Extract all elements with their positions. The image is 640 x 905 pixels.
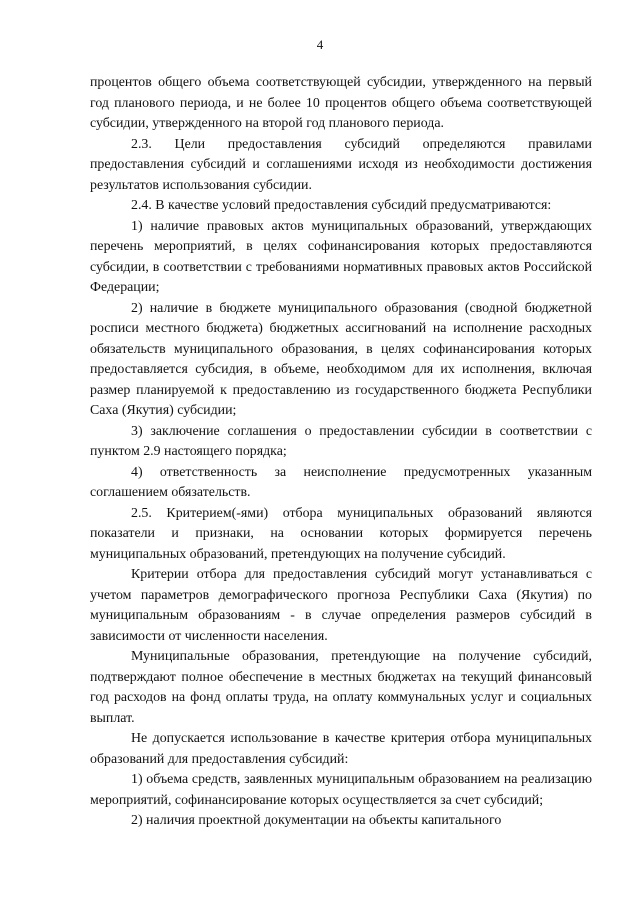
list-item-prohibited-1: 1) объема средств, заявленных муниципальным образованием на реализацию мероприятий, софинансирование которых осуществляется за счет субсидий; (90, 772, 592, 808)
list-item-condition-1: 1) наличие правовых актов муниципальных образований, утверждающих перечень мероприятий, в целях софинансирования которых предоставляются субсидии, в соответствии с требованиями нормативных правовых актов Российской Федерации; (90, 218, 592, 295)
list-item-condition-3: 3) заключение соглашения о предоставлении субсидии в соответствии с пунктом 2.9 настоящего порядка; (90, 423, 592, 459)
page-number: 4 (316, 37, 324, 52)
paragraph-2-3-goals: 2.3. Цели предоставления субсидий определяются правилами предоставления субсидий и соглашениями исходя из необходимости достижения результатов использования субсидии. (90, 136, 592, 193)
paragraph-prohibited-criteria: Не допускается использование в качестве критерия отбора муниципальных образований для предоставления субсидий: (90, 731, 592, 767)
paragraph-2-5-criteria: 2.5. Критерием(-ями) отбора муниципальных образований являются показатели и признаки, на основании которых формируется перечень муниципальных образований, претендующих на получение субсидий. (90, 505, 592, 562)
document-body (90, 73, 592, 832)
list-item-prohibited-2: 2) наличия проектной документации на объекты капитального (131, 813, 502, 828)
paragraph-subsidy-percent-continuation: процентов общего объема соответствующей субсидии, утвержденного на первый год планового периода, и не более 10 процентов общего объема соответствующей субсидии, утвержденного на второй год планового периода. (90, 75, 592, 131)
paragraph-2-4-conditions: 2.4. В качестве условий предоставления субсидий предусматриваются: (131, 198, 552, 213)
paragraph-demographic-criteria: Критерии отбора для предоставления субсидий могут устанавливаться с учетом параметров демографического прогноза Республики Саха (Якутия) по муниципальным образованиям - в случае определения размеров субсидий в зависимости от численности населения. (90, 567, 592, 644)
list-item-condition-2: 2) наличие в бюджете муниципального образования (сводной бюджетной росписи местного бюджета) бюджетных ассигнований на исполнение расходных обязательств муниципального образования, в целях софинансирования которых предоставляется субсидия, в объеме, необходимом для их исполнения, включая размер планируемой к предоставлению из государственного бюджета Республики Саха (Якутия) субсидии; (90, 300, 592, 418)
paragraph-budget-confirmation: Муниципальные образования, претендующие на получение субсидий, подтверждают полное обеспечение в местных бюджетах на текущий финансовый год расходов на фонд оплаты труда, на оплату коммунальных услуг и социальных выплат. (90, 649, 592, 726)
list-item-condition-4: 4) ответственность за неисполнение предусмотренных указанным соглашением обязательств. (90, 464, 592, 500)
